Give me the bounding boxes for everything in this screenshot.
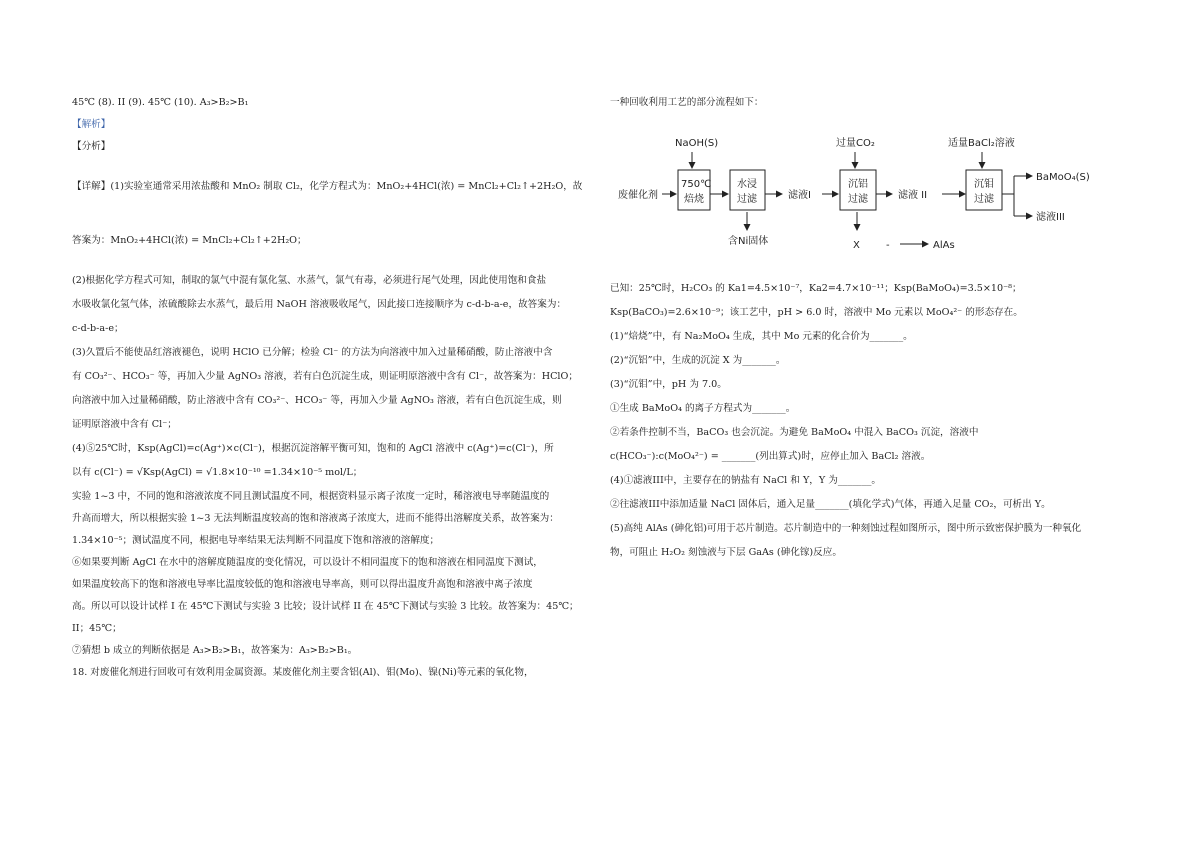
question-3-2-line-2: c(HCO₃⁻):c(MoO₄²⁻) = _______(列出算式)时，应停止加入 BaCl₂ 溶液。 [610, 451, 931, 462]
leach-filter-label: 过滤 [737, 194, 757, 205]
feed-label: 废催化剂 [618, 190, 658, 201]
paragraph-6-line-1: ⑥如果要判断 AgCl 在水中的溶解度随温度的变化情况，可以设计不相同温度下的饱和溶液在相同温度下测试， [72, 557, 543, 568]
ni-solid-label: 含Ni固体 [728, 236, 769, 247]
paragraph-3-line-3: 向溶液中加入过量稀硝酸，防止溶液中含有 CO₃²⁻、HCO₃⁻ 等，再加入少量 AgNO₃ 溶液，若有白色沉淀生成，则 [72, 395, 562, 406]
process-intro: 一种回收利用工艺的部分流程如下： [610, 97, 764, 108]
paragraph-3-line-1: (3)久置后不能使品红溶液褪色，说明 HClO 已分解；检验 Cl⁻ 的方法为向溶液中加入过量稀硝酸，防止溶液中含 [72, 347, 553, 358]
al-filter-label: 过滤 [848, 194, 868, 205]
analysis-tag: 【解析】 [72, 119, 111, 130]
paragraph-2-line-2: 水吸收氯化氢气体，浓硫酸除去水蒸气，最后用 NaOH 溶液吸收尾气，因此接口连接顺序为 c-d-b-a-e，故答案为： [72, 299, 567, 310]
dash-label: - [886, 240, 890, 251]
flow-svg [610, 110, 1135, 260]
question-5-line-1: (5)高纯 AlAs (砷化铝)可用于芯片制造。芯片制造中的一种刻蚀过程如图所示，图中所示致密保护膜为一种氧化 [610, 523, 1082, 534]
question-3-1: ①生成 BaMoO₄ 的离子方程式为_______。 [610, 403, 796, 414]
mo-precip-label: 沉钼 [974, 179, 994, 190]
roast-label: 焙烧 [684, 194, 704, 205]
filtrate-2: 滤液 II [898, 190, 928, 201]
filtrate-3: 滤液III [1036, 212, 1065, 223]
question-3-2-line-1: ②若条件控制不当，BaCO₃ 也会沉淀。为避免 BaMoO₄ 中混入 BaCO₃ 沉淀，溶液中 [610, 427, 979, 438]
leach-label: 水浸 [737, 179, 757, 190]
question-5-line-2: 物，可阻止 H₂O₂ 刻蚀液与下层 GaAs (砷化镓)反应。 [610, 547, 842, 558]
known-data-line-1: 已知：25℃时，H₂CO₃ 的 Ka1=4.5×10⁻⁷，Ka2=4.7×10⁻¹¹；Ksp(BaMoO₄)=3.5×10⁻⁸； [610, 283, 1022, 294]
mo-filter-label: 过滤 [974, 194, 994, 205]
al-precip-label: 沉铝 [848, 179, 868, 190]
precipitate-x: X [853, 240, 860, 251]
paragraph-7-line-1: ⑦猜想 b 成立的判断依据是 A₃>B₂>B₁，故答案为：A₃>B₂>B₁。 [72, 645, 358, 656]
question-2: (2)“沉铝”中，生成的沉淀 X 为_______。 [610, 355, 786, 366]
paragraph-6-line-3: 高。所以可以设计试样 I 在 45℃下测试与实验 3 比较；设计试样 II 在 45℃下测试与实验 3 比较。故答案为：45℃； [72, 601, 579, 612]
question-1: (1)“焙烧”中，有 Na₂MoO₄ 生成，其中 Mo 元素的化合价为_______。 [610, 331, 913, 342]
filtrate-1: 滤液I [788, 190, 811, 201]
question-4-1: (4)①滤液III中，主要存在的钠盐有 NaCl 和 Y，Y 为_______。 [610, 475, 882, 486]
answer-line-top: 45℃ (8). II (9). 45℃ (10). A₃>B₂>B₁ [72, 97, 249, 108]
paragraph-3-line-4: 证明原溶液中含有 Cl⁻； [72, 419, 177, 430]
paragraph-5-line-1: 实验 1~3 中，不同的饱和溶液浓度不同且测试温度不同，根据资料显示离子浓度一定时，稀溶液电导率随温度的 [72, 491, 550, 502]
paragraph-2-line-3: c-d-b-a-e； [72, 323, 124, 334]
roast-temp: 750℃ [681, 179, 712, 190]
question-3: (3)“沉钼”中，pH 为 7.0。 [610, 379, 727, 390]
analysis-heading: 【分析】 [72, 141, 111, 152]
paragraph-5-line-3: 1.34×10⁻⁵；测试温度不同，根据电导率结果无法判断不同温度下饱和溶液的溶解度； [72, 535, 440, 546]
paragraph-2-line-1: (2)根据化学方程式可知，制取的氯气中混有氯化氢、水蒸气，氯气有毒，必须进行尾气处理，因此使用饱和食盐 [72, 275, 547, 286]
paragraph-6-line-4: II；45℃； [72, 623, 122, 634]
co2-label: 过量CO₂ [836, 138, 875, 149]
paragraph-3-line-2: 有 CO₃²⁻、HCO₃⁻ 等，再加入少量 AgNO₃ 溶液，若有白色沉淀生成，则证明原溶液中含有 Cl⁻，故答案为：HClO； [72, 371, 578, 382]
left-column [72, 96, 592, 680]
alas-label: AlAs [933, 240, 955, 251]
bamoo4-product: BaMoO₄(S) [1036, 172, 1090, 183]
naoh-label: NaOH(S) [675, 138, 719, 149]
paragraph-4-line-2: 以有 c(Cl⁻) = √Ksp(AgCl) = √1.8×10⁻¹⁰ =1.34×10⁻⁵ mol/L； [72, 467, 363, 478]
question-4-2: ②往滤液III中添加适量 NaCl 固体后，通入足量_______(填化学式)气体，再通入足量 CO₂，可析出 Y。 [610, 499, 1051, 510]
right-column [610, 96, 1135, 560]
paragraph-6-line-2: 如果温度较高下的饱和溶液电导率比温度较低的饱和溶液电导率高，则可以得出温度升高饱和溶液中离子浓度 [72, 579, 533, 590]
answer-paragraph-1: 答案为：MnO₂+4HCl(浓) = MnCl₂+Cl₂↑+2H₂O； [72, 235, 307, 246]
detail-paragraph-1: 【详解】(1)实验室通常采用浓盐酸和 MnO₂ 制取 Cl₂，化学方程式为：MnO₂+4HCl(浓) = MnCl₂+Cl₂↑+2H₂O，故 [72, 181, 583, 192]
paragraph-5-line-2: 升高而增大，所以根据实验 1~3 无法判断温度较高的饱和溶液离子浓度大，进而不能得出溶解度关系，故答案为： [72, 513, 559, 524]
bacl2-label: 适量BaCl₂溶液 [948, 138, 1015, 149]
question-18-stem: 18. 对废催化剂进行回收可有效利用金属资源。某废催化剂主要含铝(Al)、钼(Mo)、镍(Ni)等元素的氧化物， [72, 667, 534, 678]
paragraph-4-line-1: (4)⑤25℃时，Ksp(AgCl)=c(Ag⁺)×c(Cl⁻)，根据沉淀溶解平衡可知，饱和的 AgCl 溶液中 c(Ag⁺)=c(Cl⁻)，所 [72, 443, 554, 454]
process-flow-diagram [610, 110, 1135, 260]
known-data-line-2: Ksp(BaCO₃)=2.6×10⁻⁹；该工艺中，pH > 6.0 时，溶液中 Mo 元素以 MoO₄²⁻ 的形态存在。 [610, 307, 1023, 318]
